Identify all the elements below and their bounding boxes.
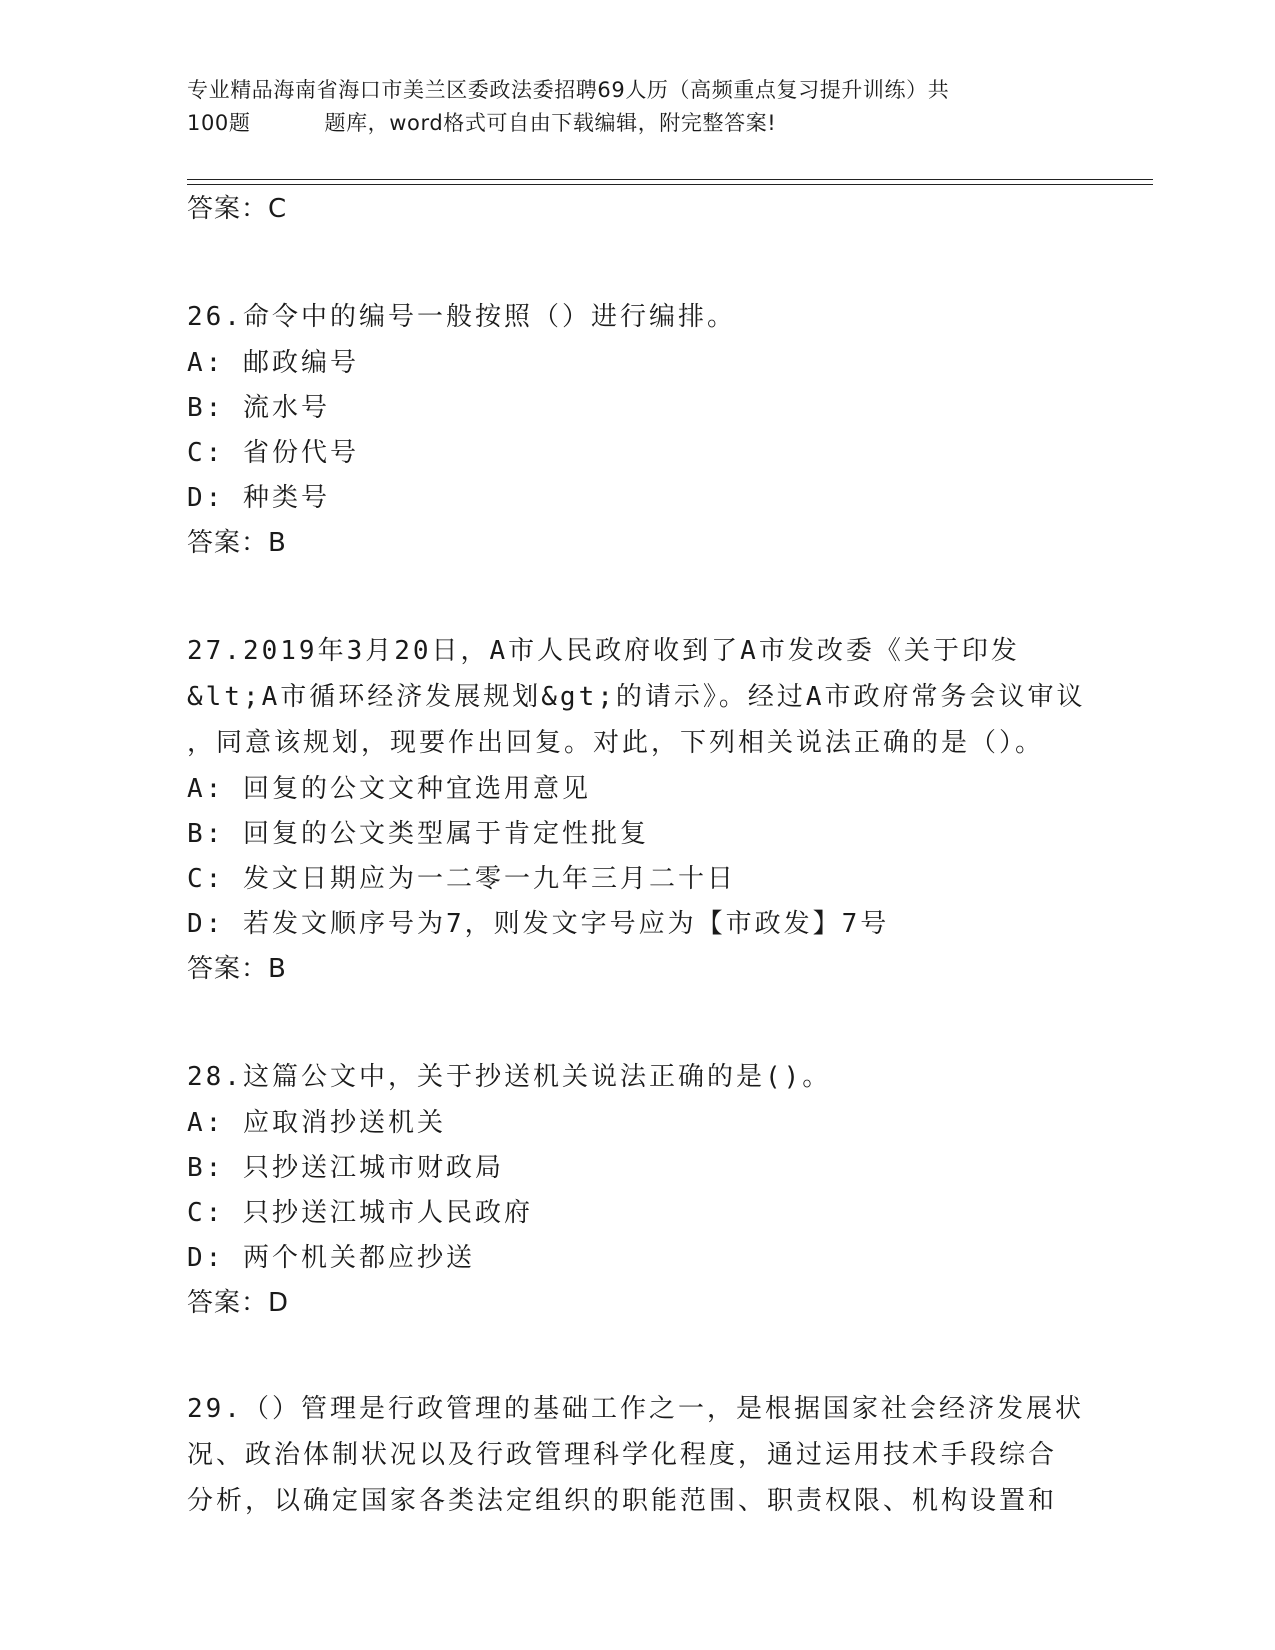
option-a: A: 邮政编号 (187, 348, 359, 378)
question-28 (187, 1054, 1087, 1326)
answer-line: 答案：C (187, 194, 288, 224)
header-title-line2-right: 题库，word格式可自由下载编辑，附完整答案! (324, 111, 777, 135)
answer-line: 答案：D (187, 1288, 290, 1318)
question-stem: 28.这篇公文中，关于抄送机关说法正确的是()。 (187, 1062, 832, 1092)
option-b: B: 流水号 (187, 393, 330, 423)
question-stem-line: 29.（）管理是行政管理的基础工作之一，是根据国家社会经济发展状 (187, 1394, 1084, 1424)
option-d: D: 两个机关都应抄送 (187, 1243, 475, 1273)
header-divider-bottom (187, 184, 1153, 185)
option-c: C: 只抄送江城市人民政府 (187, 1198, 533, 1228)
header-title-line2-left: 100题 (187, 111, 251, 135)
question-list (187, 186, 1087, 1524)
question-26 (187, 294, 1087, 566)
option-b: B: 回复的公文类型属于肯定性批复 (187, 819, 649, 849)
document-header (187, 74, 1087, 140)
question-stem-line: 27.2019年3月20日，A市人民政府收到了A市发改委《关于印发 (187, 636, 1020, 666)
option-d: D: 种类号 (187, 483, 330, 513)
option-d: D: 若发文顺序号为7，则发文字号应为【市政发】7号 (187, 909, 890, 939)
option-a: A: 回复的公文文种宜选用意见 (187, 774, 591, 804)
option-b: B: 只抄送江城市财政局 (187, 1153, 504, 1183)
header-title-line1: 专业精品海南省海口市美兰区委政法委招聘69人历（高频重点复习提升训练）共 (187, 78, 950, 102)
option-c: C: 发文日期应为一二零一九年三月二十日 (187, 864, 736, 894)
question-stem-line: ，同意该规划，现要作出回复。对此，下列相关说法正确的是（）。 (187, 728, 1045, 758)
question-stem-line: 况、政治体制状况以及行政管理科学化程度，通过运用技术手段综合 (187, 1440, 1058, 1470)
answer-line: 答案：B (187, 954, 287, 984)
question-stem-line: 分析，以确定国家各类法定组织的职能范围、职责权限、机构设置和 (187, 1486, 1058, 1516)
question-stem-line: &lt;A市循环经济发展规划&gt;的请示》。经过A市政府常务会议审议 (187, 682, 1086, 712)
question-stem: 26.命令中的编号一般按照（）进行编排。 (187, 302, 736, 332)
header-divider-top (187, 179, 1153, 180)
option-c: C: 省份代号 (187, 438, 359, 468)
question-29 (187, 1386, 1087, 1524)
question-27 (187, 628, 1087, 992)
answer-line: 答案：B (187, 528, 287, 558)
option-a: A: 应取消抄送机关 (187, 1108, 446, 1138)
